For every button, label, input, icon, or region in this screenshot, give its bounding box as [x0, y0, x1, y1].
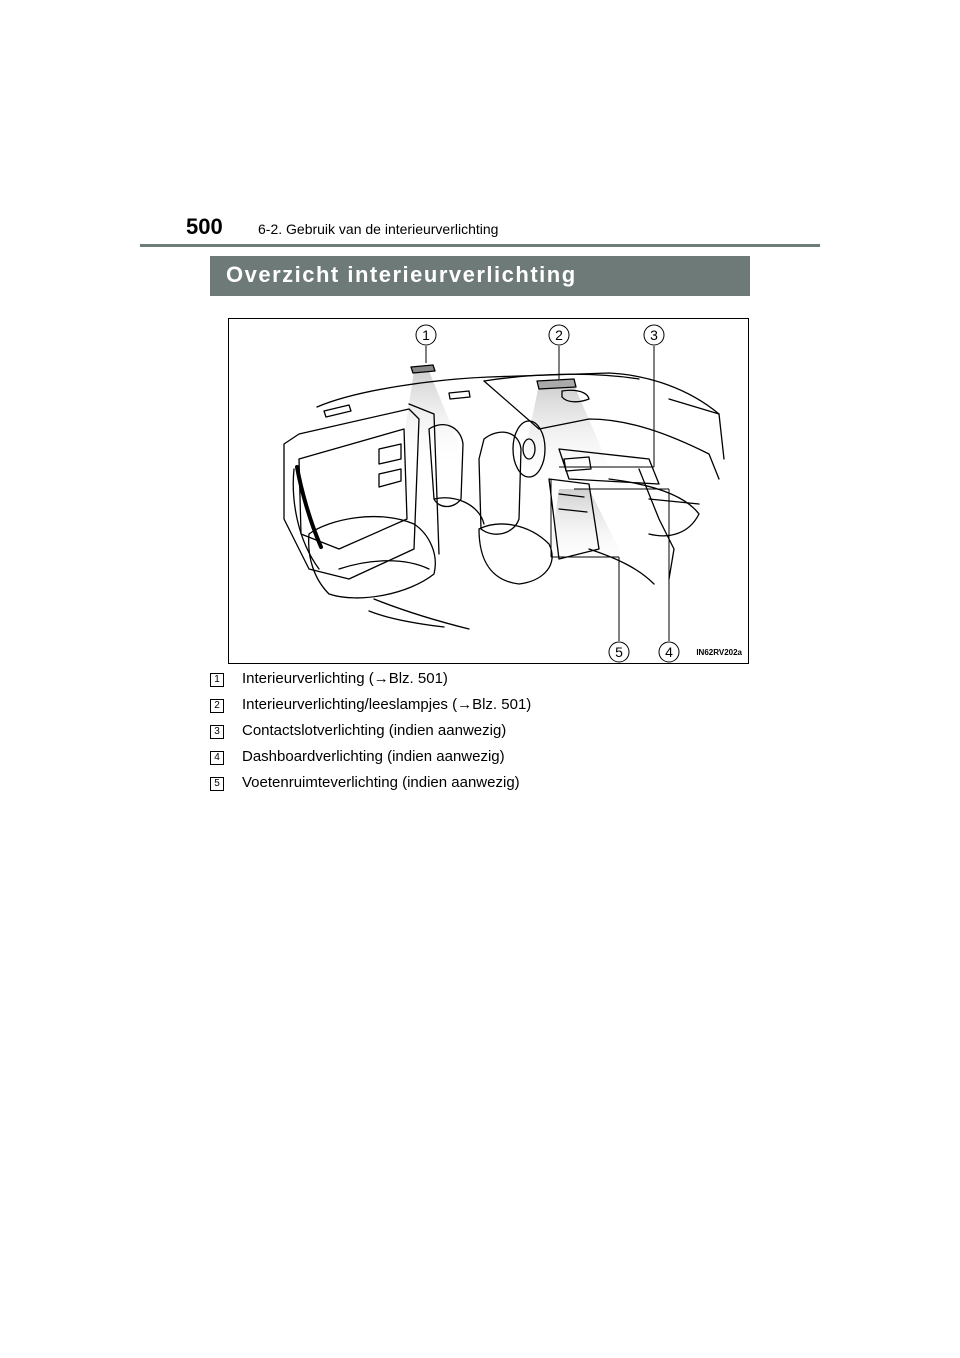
legend-text: Contactslotverlichting (indien aanwezig)	[242, 722, 507, 739]
legend-number: 5	[210, 777, 224, 791]
header-rule	[140, 244, 820, 247]
svg-text:3: 3	[650, 327, 658, 343]
legend-item	[210, 720, 770, 746]
legend-item	[210, 668, 770, 694]
legend-text: Voetenruimteverlichting (indien aanwezig)	[242, 774, 520, 791]
svg-text:5: 5	[615, 644, 623, 660]
title-bar	[210, 256, 750, 296]
interior-illustration	[228, 318, 749, 664]
legend-item	[210, 746, 770, 772]
legend-item	[210, 772, 770, 798]
callout-1	[416, 325, 436, 345]
legend-text: Interieurverlichting/leeslampjes (→Blz. 501)	[242, 696, 532, 713]
callout-4	[659, 642, 679, 662]
callout-3	[644, 325, 664, 345]
svg-text:1: 1	[422, 327, 430, 343]
svg-text:4: 4	[665, 644, 673, 660]
page-number: 500	[186, 214, 223, 239]
legend-number: 3	[210, 725, 224, 739]
legend-text: Dashboardverlichting (indien aanwezig)	[242, 748, 505, 765]
map-lamp-2	[537, 379, 576, 389]
page-title: Overzicht interieurverlichting	[226, 262, 577, 287]
callout-5	[609, 642, 629, 662]
figure-code: IN62RV202a	[696, 648, 742, 657]
legend-number: 1	[210, 673, 224, 687]
legend-number: 4	[210, 751, 224, 765]
interior-lamp-1	[411, 365, 435, 373]
legend-list	[210, 668, 770, 798]
legend-item	[210, 694, 770, 720]
legend-number: 2	[210, 699, 224, 713]
section-title: 6-2. Gebruik van de interieurverlichting	[258, 221, 499, 237]
svg-text:2: 2	[555, 327, 563, 343]
legend-text: Interieurverlichting (→Blz. 501)	[242, 670, 448, 687]
callout-2	[549, 325, 569, 345]
car-interior-drawing	[229, 319, 749, 664]
